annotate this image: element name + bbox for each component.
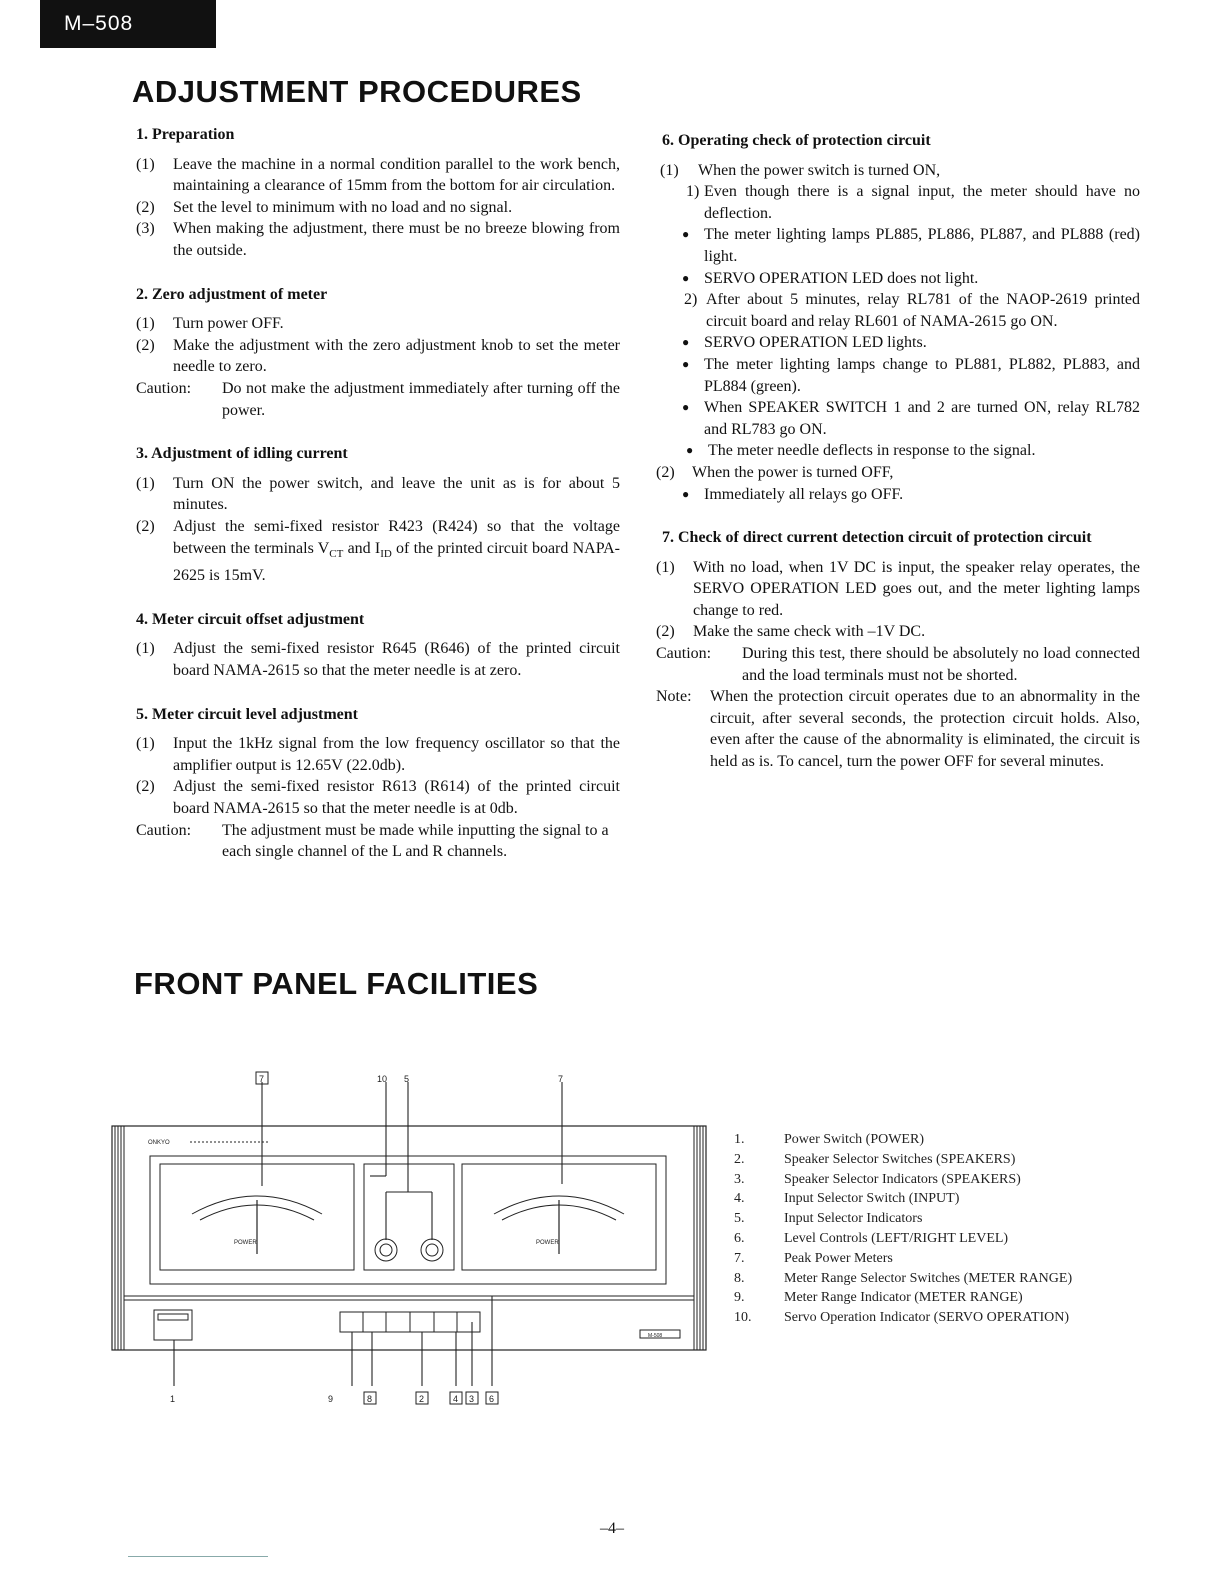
callout-6: 6 xyxy=(489,1394,495,1404)
callout-3: 3 xyxy=(469,1394,475,1404)
front-panel-legend xyxy=(734,1130,1072,1328)
list-item: (3) When making the adjustment, there must be no breeze blowing from the outside. xyxy=(136,220,620,259)
heading-protection-check: 6. Operating check of protection circuit xyxy=(662,132,931,149)
bullet-item: ● SERVO OPERATION LED does not light. xyxy=(656,268,1140,290)
legend-item: 5. Input Selector Indicators xyxy=(734,1211,923,1227)
right-level-knob-center xyxy=(426,1244,438,1256)
model-tag xyxy=(40,0,216,48)
section-offset-adjustment xyxy=(136,609,620,682)
caution-note: Caution: The adjustment must be made while inputting the signal to a each single channel of the L and R channels. xyxy=(136,821,609,861)
power-switch-top xyxy=(158,1314,188,1320)
legend-item: 4. Input Selector Switch (INPUT) xyxy=(734,1191,960,1207)
list-item: 1) Even though there is a signal input, the meter should have no deflection. xyxy=(686,183,1140,222)
list-item: (1) Leave the machine in a normal condition parallel to the work bench, maintaining a clearance of 15mm from the bottom for air circulation. xyxy=(136,155,620,195)
bullet-icon: ● xyxy=(682,486,690,501)
bullet-item: ● The meter needle deflects in response to the signal. xyxy=(656,440,1140,462)
heading-preparation: 1. Preparation xyxy=(136,126,235,143)
callout-5: 5 xyxy=(404,1074,410,1084)
list-item: (1) When the power switch is turned ON, xyxy=(660,161,941,179)
model-badge-text: M-508 xyxy=(648,1333,663,1339)
legend-item: 8. Meter Range Selector Switches (METER RANGE) xyxy=(734,1270,1073,1286)
legend-item: 9. Meter Range Indicator (METER RANGE) xyxy=(734,1290,1023,1306)
footer-rule xyxy=(128,1556,268,1557)
list-item: (2) Adjust the semi-fixed resistor R613 (R614) of the printed circuit board NAMA-2615 so that the meter needle is at 0db. xyxy=(136,778,620,818)
bullet-item: ● Immediately all relays go OFF. xyxy=(656,484,1140,506)
caution-note: Caution: During this test, there should be absolutely no load connected and the load terminals must not be shorted. xyxy=(656,645,1140,684)
bullet-icon: ● xyxy=(682,227,690,242)
center-control-area xyxy=(364,1164,454,1270)
section-zero-adjustment xyxy=(136,284,620,422)
list-item: (2) Adjust the semi-fixed resistor R423 (R424) so that the voltage between the terminals $V_{CT}$ and $I_{ID}$ of the printed circuit board NAPA-2625 is 15mV. xyxy=(136,517,621,585)
legend-item: 3. Speaker Selector Indicators (SPEAKERS) xyxy=(734,1171,1021,1187)
panel-brand: ONKYO xyxy=(148,1140,170,1146)
left-level-knob-center xyxy=(380,1244,392,1256)
right-edge-stripes xyxy=(694,1126,703,1350)
left-column xyxy=(136,124,620,885)
legend-item: 6. Level Controls (LEFT/RIGHT LEVEL) xyxy=(734,1230,1009,1246)
right-column xyxy=(656,130,1140,795)
callout-4: 4 xyxy=(453,1394,459,1404)
left-edge-stripes xyxy=(115,1126,124,1350)
heading-offset-adjustment: 4. Meter circuit offset adjustment xyxy=(136,610,365,628)
callout-7b: 7 xyxy=(558,1074,564,1084)
callout-8: 8 xyxy=(367,1394,373,1404)
list-item: 2) After about 5 minutes, relay RL781 of the NAOP-2619 printed circuit board and relay RL601 of NAMA-2615 go ON. xyxy=(684,291,1140,330)
callout-10: 10 xyxy=(377,1074,388,1084)
section-protection-check xyxy=(656,130,1140,505)
panel-outline xyxy=(112,1126,706,1350)
callout-2: 2 xyxy=(419,1394,425,1404)
list-item: (2) When the power is turned OFF, xyxy=(656,463,894,481)
front-panel-facilities-title: FRONT PANEL FACILITIES xyxy=(134,966,539,1001)
list-item: (2) Make the adjustment with the zero adjustment knob to set the meter needle to zero. xyxy=(136,336,620,376)
model-number: M–508 xyxy=(64,12,134,35)
bullet-icon: ● xyxy=(682,356,690,371)
bullet-icon: ● xyxy=(682,400,690,415)
note: Note: When the protection circuit operates due to an abnormality in the circuit, after several seconds, the protection circuit holds. Also, even after the cause of the abnormality is eliminated, the circuit is held as is. To cancel, turn the power OFF for several minutes. xyxy=(656,688,1140,771)
list-item: (2) Make the same check with –1V DC. xyxy=(656,623,926,641)
section-dc-detection xyxy=(656,527,1140,773)
heading-dc-detection: 7. Check of direct current detection circuit of protection circuit xyxy=(662,529,1092,547)
callout-labels xyxy=(170,1072,563,1404)
heading-level-adjustment: 5. Meter circuit level adjustment xyxy=(136,705,359,723)
section-level-adjustment xyxy=(136,704,620,863)
list-item: (1) Adjust the semi-fixed resistor R645 (R646) of the printed circuit board NAMA-2615 so that the meter needle is at zero. xyxy=(136,640,620,680)
left-level-knob xyxy=(375,1239,397,1261)
bullet-icon: ● xyxy=(682,335,690,350)
list-item: (1) Turn power OFF. xyxy=(136,315,284,333)
legend-item: 1. Power Switch (POWER) xyxy=(734,1132,924,1147)
callout-9: 9 xyxy=(328,1394,334,1404)
bullet-item: ● The meter lighting lamps change to PL881, PL882, PL883, and PL884 (green). xyxy=(656,354,1140,397)
legend-item: 2. Speaker Selector Switches (SPEAKERS) xyxy=(734,1151,1016,1167)
callout-7: 7 xyxy=(259,1074,265,1084)
bullet-icon: ● xyxy=(686,443,694,458)
legend-item: 10. Servo Operation Indicator (SERVO OPERATION) xyxy=(734,1310,1070,1326)
bullet-item: ● The meter lighting lamps PL885, PL886, PL887, and PL888 (red) light. xyxy=(656,224,1140,267)
heading-idling-current: 3. Adjustment of idling current xyxy=(136,445,348,463)
list-item: (1) With no load, when 1V DC is input, the speaker relay operates, the SERVO OPERATION LED goes out, and the meter lighting lamps change to red. xyxy=(656,558,1140,619)
left-meter-label: POWER xyxy=(234,1240,257,1246)
legend-item: 7. Peak Power Meters xyxy=(734,1250,893,1266)
list-item: (1) Input the 1kHz signal from the low frequency oscillator so that the amplifier output is 12.65V (22.0db). xyxy=(136,735,620,774)
section-idling-current xyxy=(136,443,620,587)
bottom-leader-lines xyxy=(174,1296,492,1386)
adjustment-procedures-title: ADJUSTMENT PROCEDURES xyxy=(132,74,582,109)
front-panel-diagram xyxy=(100,1060,720,1420)
caution-note: Caution: Do not make the adjustment immediately after turning off the power. xyxy=(136,379,620,419)
heading-zero-adjustment: 2. Zero adjustment of meter xyxy=(136,285,328,303)
page-number: –4– xyxy=(600,1520,624,1537)
bullet-item: ● SERVO OPERATION LED lights. xyxy=(656,332,1140,354)
right-level-knob xyxy=(421,1239,443,1261)
list-item: (2) Set the level to minimum with no load and no signal. xyxy=(136,198,513,216)
list-item: (1) Turn ON the power switch, and leave the unit as is for about 5 minutes. xyxy=(136,474,620,514)
callout-1: 1 xyxy=(170,1394,176,1404)
bullet-item: ● When SPEAKER SWITCH 1 and 2 are turned ON, relay RL782 and RL783 go ON. xyxy=(656,397,1140,440)
bullet-icon: ● xyxy=(682,270,690,285)
right-meter-label: POWER xyxy=(536,1240,559,1246)
section-preparation xyxy=(136,124,620,262)
